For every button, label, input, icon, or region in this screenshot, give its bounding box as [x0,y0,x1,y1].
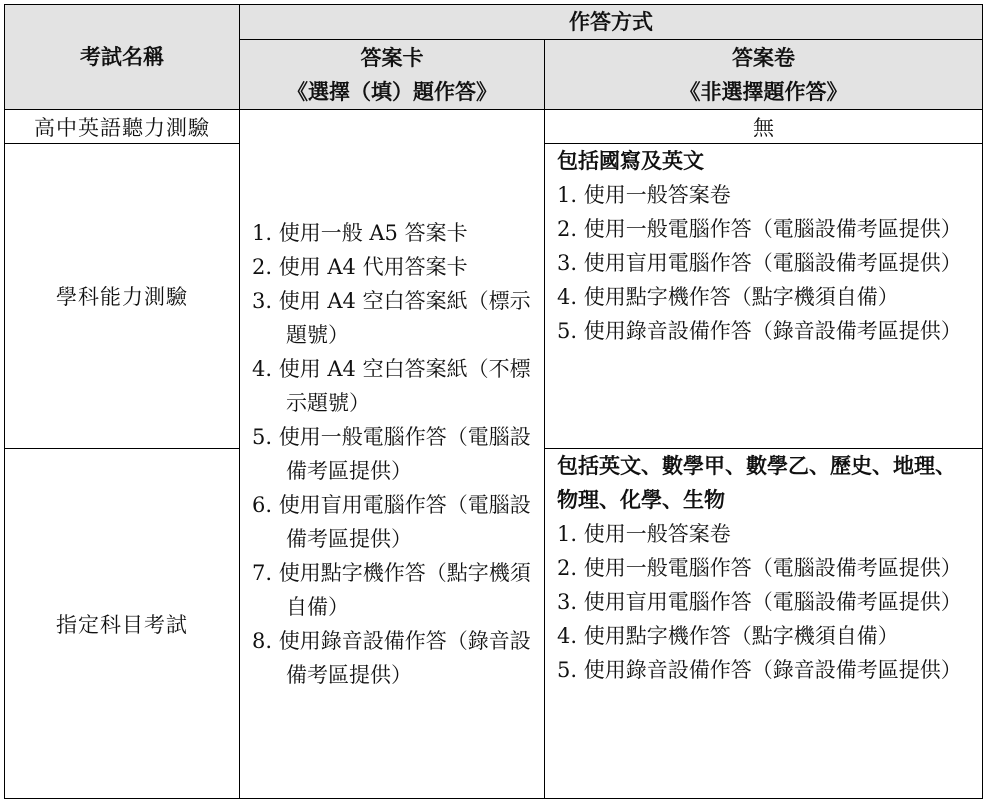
card-item: 6. 使用盲用電腦作答（電腦設備考區提供） [252,493,531,551]
ast-sheet-options [545,449,983,799]
card-item: 5. 使用一般電腦作答（電腦設備考區提供） [252,425,531,483]
header-answer-method: 作答方式 [240,5,983,40]
header-answer-card [240,40,545,110]
sheet-item: 2. 使用一般電腦作答（電腦設備考區提供） [557,556,962,580]
header-exam-name: 考試名稱 [5,5,240,110]
sheet-item: 4. 使用點字機作答（點字機須自備） [557,285,899,309]
sheet-item: 5. 使用錄音設備作答（錄音設備考區提供） [557,319,962,343]
sheet-item: 2. 使用一般電腦作答（電腦設備考區提供） [557,217,962,241]
card-item: 4. 使用 A4 空白答案紙（不標示題號） [252,357,531,415]
card-item: 2. 使用 A4 代用答案卡 [252,255,468,279]
row-name-ast: 指定科目考試 [5,449,240,799]
row-name-gsat: 學科能力測驗 [5,144,240,449]
answer-card-title: 答案卡 [360,44,424,70]
card-item: 8. 使用錄音設備作答（錄音設備考區提供） [252,629,531,687]
ast-subjects: 包括英文、數學甲、數學乙、歷史、地理、物理、化學、生物 [557,453,956,512]
row-name-listening: 高中英語聽力測驗 [5,110,240,144]
gsat-sheet-options [545,144,983,449]
exam-answer-method-table [4,4,983,799]
card-item: 1. 使用一般 A5 答案卡 [252,221,468,245]
answer-sheet-title: 答案卷 [732,44,795,70]
answer-card-subtitle: 《選擇（填）題作答》 [287,78,497,104]
card-item: 3. 使用 A4 空白答案紙（標示題號） [252,289,531,347]
sheet-item: 1. 使用一般答案卷 [557,183,731,207]
sheet-item: 3. 使用盲用電腦作答（電腦設備考區提供） [557,251,962,275]
gsat-subjects: 包括國寫及英文 [557,148,704,173]
sheet-item: 4. 使用點字機作答（點字機須自備） [557,624,899,648]
answer-sheet-subtitle: 《非選擇題作答》 [679,78,848,104]
listening-sheet-none: 無 [545,110,983,144]
header-answer-sheet [545,40,983,110]
card-item: 7. 使用點字機作答（點字機須自備） [252,561,531,619]
sheet-item: 5. 使用錄音設備作答（錄音設備考區提供） [557,658,962,682]
sheet-item: 3. 使用盲用電腦作答（電腦設備考區提供） [557,590,962,614]
answer-card-options [240,110,545,799]
sheet-item: 1. 使用一般答案卷 [557,522,731,546]
